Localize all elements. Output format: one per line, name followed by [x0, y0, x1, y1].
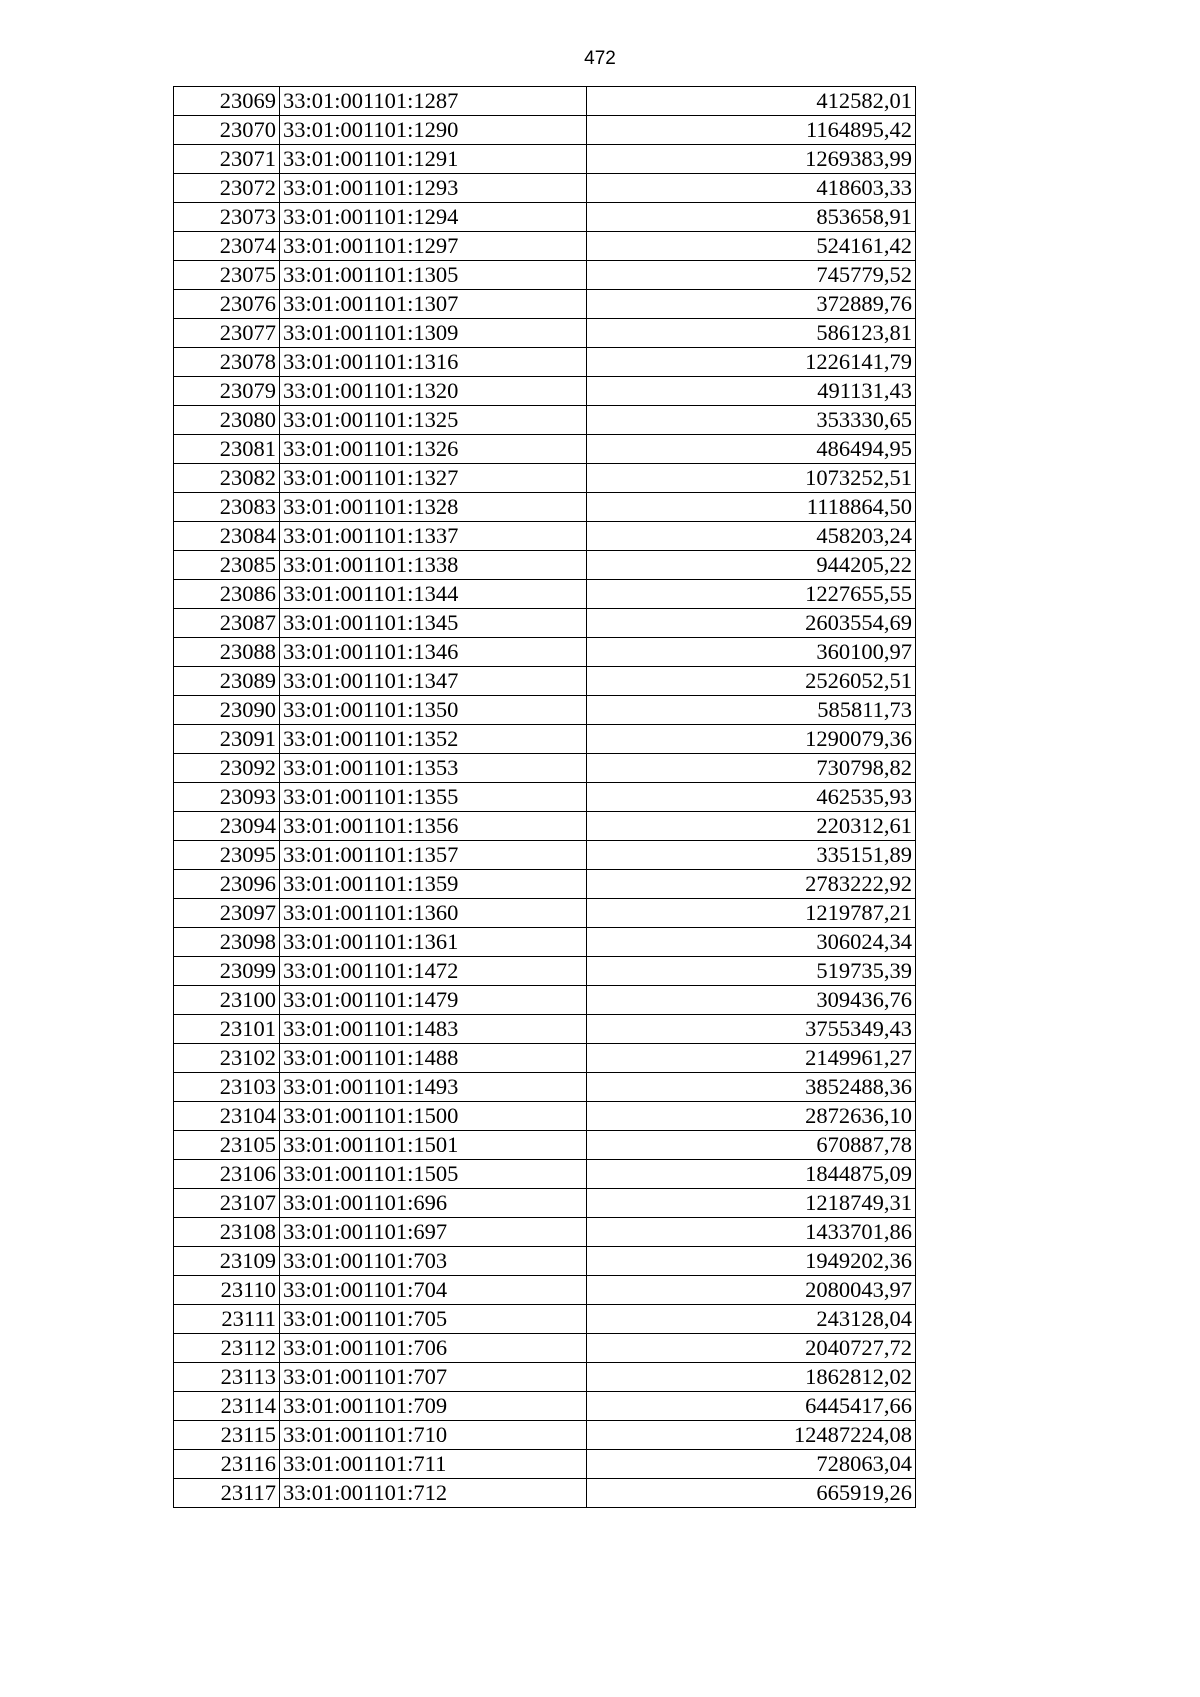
table-body — [174, 87, 916, 1508]
cadastral-number-cell: 33:01:001101:1357 — [280, 841, 587, 870]
table-row — [174, 435, 916, 464]
row-number-cell: 23099 — [174, 957, 280, 986]
row-number-cell: 23101 — [174, 1015, 280, 1044]
cadastral-value-cell: 2603554,69 — [587, 609, 916, 638]
cadastral-number-cell: 33:01:001101:1327 — [280, 464, 587, 493]
row-number-cell: 23115 — [174, 1421, 280, 1450]
cadastral-number-cell: 33:01:001101:1360 — [280, 899, 587, 928]
cadastral-number-cell: 33:01:001101:696 — [280, 1189, 587, 1218]
table-row — [174, 377, 916, 406]
cadastral-number-cell: 33:01:001101:712 — [280, 1479, 587, 1508]
row-number-cell: 23105 — [174, 1131, 280, 1160]
table-row — [174, 812, 916, 841]
cadastral-value-table — [173, 86, 916, 1508]
row-number-cell: 23109 — [174, 1247, 280, 1276]
cadastral-number-cell: 33:01:001101:709 — [280, 1392, 587, 1421]
cadastral-number-cell: 33:01:001101:1350 — [280, 696, 587, 725]
row-number-cell: 23077 — [174, 319, 280, 348]
table-row — [174, 1421, 916, 1450]
cadastral-value-cell: 306024,34 — [587, 928, 916, 957]
cadastral-number-cell: 33:01:001101:1347 — [280, 667, 587, 696]
table-row — [174, 899, 916, 928]
table-row — [174, 174, 916, 203]
row-number-cell: 23083 — [174, 493, 280, 522]
table-row — [174, 203, 916, 232]
table-row — [174, 957, 916, 986]
row-number-cell: 23087 — [174, 609, 280, 638]
page-number: 472 — [584, 48, 616, 69]
row-number-cell: 23108 — [174, 1218, 280, 1247]
row-number-cell: 23094 — [174, 812, 280, 841]
cadastral-number-cell: 33:01:001101:1326 — [280, 435, 587, 464]
row-number-cell: 23089 — [174, 667, 280, 696]
table-row — [174, 116, 916, 145]
table-row — [174, 319, 916, 348]
row-number-cell: 23082 — [174, 464, 280, 493]
row-number-cell: 23085 — [174, 551, 280, 580]
cadastral-number-cell: 33:01:001101:1346 — [280, 638, 587, 667]
row-number-cell: 23072 — [174, 174, 280, 203]
table-row — [174, 261, 916, 290]
cadastral-value-cell: 2872636,10 — [587, 1102, 916, 1131]
table-row — [174, 1189, 916, 1218]
table-row — [174, 1276, 916, 1305]
cadastral-number-cell: 33:01:001101:1483 — [280, 1015, 587, 1044]
table-row — [174, 1334, 916, 1363]
cadastral-value-cell: 1218749,31 — [587, 1189, 916, 1218]
table-row — [174, 928, 916, 957]
row-number-cell: 23107 — [174, 1189, 280, 1218]
row-number-cell: 23100 — [174, 986, 280, 1015]
table-row — [174, 841, 916, 870]
row-number-cell: 23096 — [174, 870, 280, 899]
table-row — [174, 638, 916, 667]
table-row — [174, 986, 916, 1015]
cadastral-value-cell: 1949202,36 — [587, 1247, 916, 1276]
cadastral-value-cell: 2040727,72 — [587, 1334, 916, 1363]
row-number-cell: 23106 — [174, 1160, 280, 1189]
cadastral-number-cell: 33:01:001101:1479 — [280, 986, 587, 1015]
table-row — [174, 1015, 916, 1044]
cadastral-value-cell: 12487224,08 — [587, 1421, 916, 1450]
cadastral-value-cell: 665919,26 — [587, 1479, 916, 1508]
table-row — [174, 464, 916, 493]
table-row — [174, 725, 916, 754]
row-number-cell: 23080 — [174, 406, 280, 435]
cadastral-value-cell: 412582,01 — [587, 87, 916, 116]
table-row — [174, 290, 916, 319]
table-row — [174, 870, 916, 899]
cadastral-value-cell: 519735,39 — [587, 957, 916, 986]
cadastral-value-cell: 1862812,02 — [587, 1363, 916, 1392]
cadastral-value-cell: 6445417,66 — [587, 1392, 916, 1421]
row-number-cell: 23069 — [174, 87, 280, 116]
cadastral-number-cell: 33:01:001101:1309 — [280, 319, 587, 348]
row-number-cell: 23084 — [174, 522, 280, 551]
cadastral-value-cell: 243128,04 — [587, 1305, 916, 1334]
cadastral-number-cell: 33:01:001101:1361 — [280, 928, 587, 957]
cadastral-number-cell: 33:01:001101:1500 — [280, 1102, 587, 1131]
row-number-cell: 23078 — [174, 348, 280, 377]
row-number-cell: 23090 — [174, 696, 280, 725]
row-number-cell: 23092 — [174, 754, 280, 783]
cadastral-number-cell: 33:01:001101:1359 — [280, 870, 587, 899]
cadastral-value-cell: 1118864,50 — [587, 493, 916, 522]
cadastral-number-cell: 33:01:001101:1320 — [280, 377, 587, 406]
row-number-cell: 23098 — [174, 928, 280, 957]
table-row — [174, 1131, 916, 1160]
row-number-cell: 23104 — [174, 1102, 280, 1131]
cadastral-number-cell: 33:01:001101:1505 — [280, 1160, 587, 1189]
row-number-cell: 23073 — [174, 203, 280, 232]
cadastral-value-cell: 944205,22 — [587, 551, 916, 580]
row-number-cell: 23113 — [174, 1363, 280, 1392]
cadastral-number-cell: 33:01:001101:1345 — [280, 609, 587, 638]
cadastral-number-cell: 33:01:001101:1297 — [280, 232, 587, 261]
row-number-cell: 23086 — [174, 580, 280, 609]
cadastral-value-cell: 309436,76 — [587, 986, 916, 1015]
table-row — [174, 1160, 916, 1189]
cadastral-value-cell: 486494,95 — [587, 435, 916, 464]
cadastral-number-cell: 33:01:001101:711 — [280, 1450, 587, 1479]
cadastral-number-cell: 33:01:001101:1294 — [280, 203, 587, 232]
cadastral-number-cell: 33:01:001101:703 — [280, 1247, 587, 1276]
cadastral-value-cell: 730798,82 — [587, 754, 916, 783]
table-row — [174, 1247, 916, 1276]
table-row — [174, 1102, 916, 1131]
cadastral-value-cell: 2149961,27 — [587, 1044, 916, 1073]
table-row — [174, 551, 916, 580]
cadastral-value-cell: 2783222,92 — [587, 870, 916, 899]
table-row — [174, 754, 916, 783]
cadastral-number-cell: 33:01:001101:1493 — [280, 1073, 587, 1102]
cadastral-number-cell: 33:01:001101:1307 — [280, 290, 587, 319]
row-number-cell: 23079 — [174, 377, 280, 406]
table-row — [174, 522, 916, 551]
cadastral-value-cell: 462535,93 — [587, 783, 916, 812]
table-row — [174, 1044, 916, 1073]
cadastral-value-cell: 585811,73 — [587, 696, 916, 725]
row-number-cell: 23116 — [174, 1450, 280, 1479]
cadastral-value-cell: 1227655,55 — [587, 580, 916, 609]
table-row — [174, 145, 916, 174]
row-number-cell: 23074 — [174, 232, 280, 261]
cadastral-value-cell: 458203,24 — [587, 522, 916, 551]
table-row — [174, 783, 916, 812]
cadastral-number-cell: 33:01:001101:1290 — [280, 116, 587, 145]
cadastral-value-cell: 2526052,51 — [587, 667, 916, 696]
cadastral-number-cell: 33:01:001101:1316 — [280, 348, 587, 377]
row-number-cell: 23097 — [174, 899, 280, 928]
cadastral-number-cell: 33:01:001101:1344 — [280, 580, 587, 609]
table-row — [174, 1218, 916, 1247]
row-number-cell: 23071 — [174, 145, 280, 174]
cadastral-number-cell: 33:01:001101:1325 — [280, 406, 587, 435]
cadastral-value-cell: 2080043,97 — [587, 1276, 916, 1305]
table-row — [174, 406, 916, 435]
table-row — [174, 580, 916, 609]
cadastral-value-cell: 360100,97 — [587, 638, 916, 667]
cadastral-number-cell: 33:01:001101:705 — [280, 1305, 587, 1334]
row-number-cell: 23112 — [174, 1334, 280, 1363]
table-row — [174, 1363, 916, 1392]
cadastral-number-cell: 33:01:001101:1338 — [280, 551, 587, 580]
table-row — [174, 1479, 916, 1508]
table-row — [174, 667, 916, 696]
cadastral-number-cell: 33:01:001101:697 — [280, 1218, 587, 1247]
table-row — [174, 87, 916, 116]
cadastral-number-cell: 33:01:001101:710 — [280, 1421, 587, 1450]
cadastral-value-cell: 491131,43 — [587, 377, 916, 406]
cadastral-number-cell: 33:01:001101:1355 — [280, 783, 587, 812]
cadastral-value-cell: 728063,04 — [587, 1450, 916, 1479]
table-row — [174, 348, 916, 377]
cadastral-value-cell: 853658,91 — [587, 203, 916, 232]
row-number-cell: 23093 — [174, 783, 280, 812]
cadastral-value-cell: 670887,78 — [587, 1131, 916, 1160]
cadastral-value-cell: 1219787,21 — [587, 899, 916, 928]
cadastral-number-cell: 33:01:001101:1352 — [280, 725, 587, 754]
cadastral-value-cell: 524161,42 — [587, 232, 916, 261]
table-row — [174, 1392, 916, 1421]
cadastral-value-cell: 586123,81 — [587, 319, 916, 348]
row-number-cell: 23111 — [174, 1305, 280, 1334]
cadastral-number-cell: 33:01:001101:1488 — [280, 1044, 587, 1073]
row-number-cell: 23095 — [174, 841, 280, 870]
cadastral-number-cell: 33:01:001101:707 — [280, 1363, 587, 1392]
cadastral-number-cell: 33:01:001101:1287 — [280, 87, 587, 116]
cadastral-value-cell: 1226141,79 — [587, 348, 916, 377]
cadastral-number-cell: 33:01:001101:1305 — [280, 261, 587, 290]
row-number-cell: 23075 — [174, 261, 280, 290]
cadastral-value-cell: 1073252,51 — [587, 464, 916, 493]
cadastral-value-cell: 353330,65 — [587, 406, 916, 435]
cadastral-value-cell: 1290079,36 — [587, 725, 916, 754]
row-number-cell: 23102 — [174, 1044, 280, 1073]
table-row — [174, 1450, 916, 1479]
cadastral-number-cell: 33:01:001101:1353 — [280, 754, 587, 783]
cadastral-number-cell: 33:01:001101:1337 — [280, 522, 587, 551]
cadastral-number-cell: 33:01:001101:706 — [280, 1334, 587, 1363]
row-number-cell: 23103 — [174, 1073, 280, 1102]
row-number-cell: 23117 — [174, 1479, 280, 1508]
cadastral-number-cell: 33:01:001101:1356 — [280, 812, 587, 841]
cadastral-value-cell: 372889,76 — [587, 290, 916, 319]
cadastral-number-cell: 33:01:001101:704 — [280, 1276, 587, 1305]
row-number-cell: 23076 — [174, 290, 280, 319]
row-number-cell: 23070 — [174, 116, 280, 145]
row-number-cell: 23091 — [174, 725, 280, 754]
table-row — [174, 232, 916, 261]
table-row — [174, 696, 916, 725]
cadastral-value-cell: 335151,89 — [587, 841, 916, 870]
row-number-cell: 23110 — [174, 1276, 280, 1305]
cadastral-number-cell: 33:01:001101:1501 — [280, 1131, 587, 1160]
cadastral-value-cell: 220312,61 — [587, 812, 916, 841]
cadastral-value-cell: 1164895,42 — [587, 116, 916, 145]
row-number-cell: 23114 — [174, 1392, 280, 1421]
cadastral-value-cell: 1269383,99 — [587, 145, 916, 174]
row-number-cell: 23088 — [174, 638, 280, 667]
cadastral-value-cell: 418603,33 — [587, 174, 916, 203]
cadastral-number-cell: 33:01:001101:1472 — [280, 957, 587, 986]
cadastral-number-cell: 33:01:001101:1291 — [280, 145, 587, 174]
cadastral-value-cell: 745779,52 — [587, 261, 916, 290]
cadastral-value-cell: 3852488,36 — [587, 1073, 916, 1102]
cadastral-number-cell: 33:01:001101:1293 — [280, 174, 587, 203]
table-row — [174, 1073, 916, 1102]
table-row — [174, 493, 916, 522]
cadastral-value-cell: 3755349,43 — [587, 1015, 916, 1044]
table-row — [174, 1305, 916, 1334]
cadastral-value-cell: 1844875,09 — [587, 1160, 916, 1189]
cadastral-number-cell: 33:01:001101:1328 — [280, 493, 587, 522]
cadastral-value-cell: 1433701,86 — [587, 1218, 916, 1247]
table-row — [174, 609, 916, 638]
row-number-cell: 23081 — [174, 435, 280, 464]
